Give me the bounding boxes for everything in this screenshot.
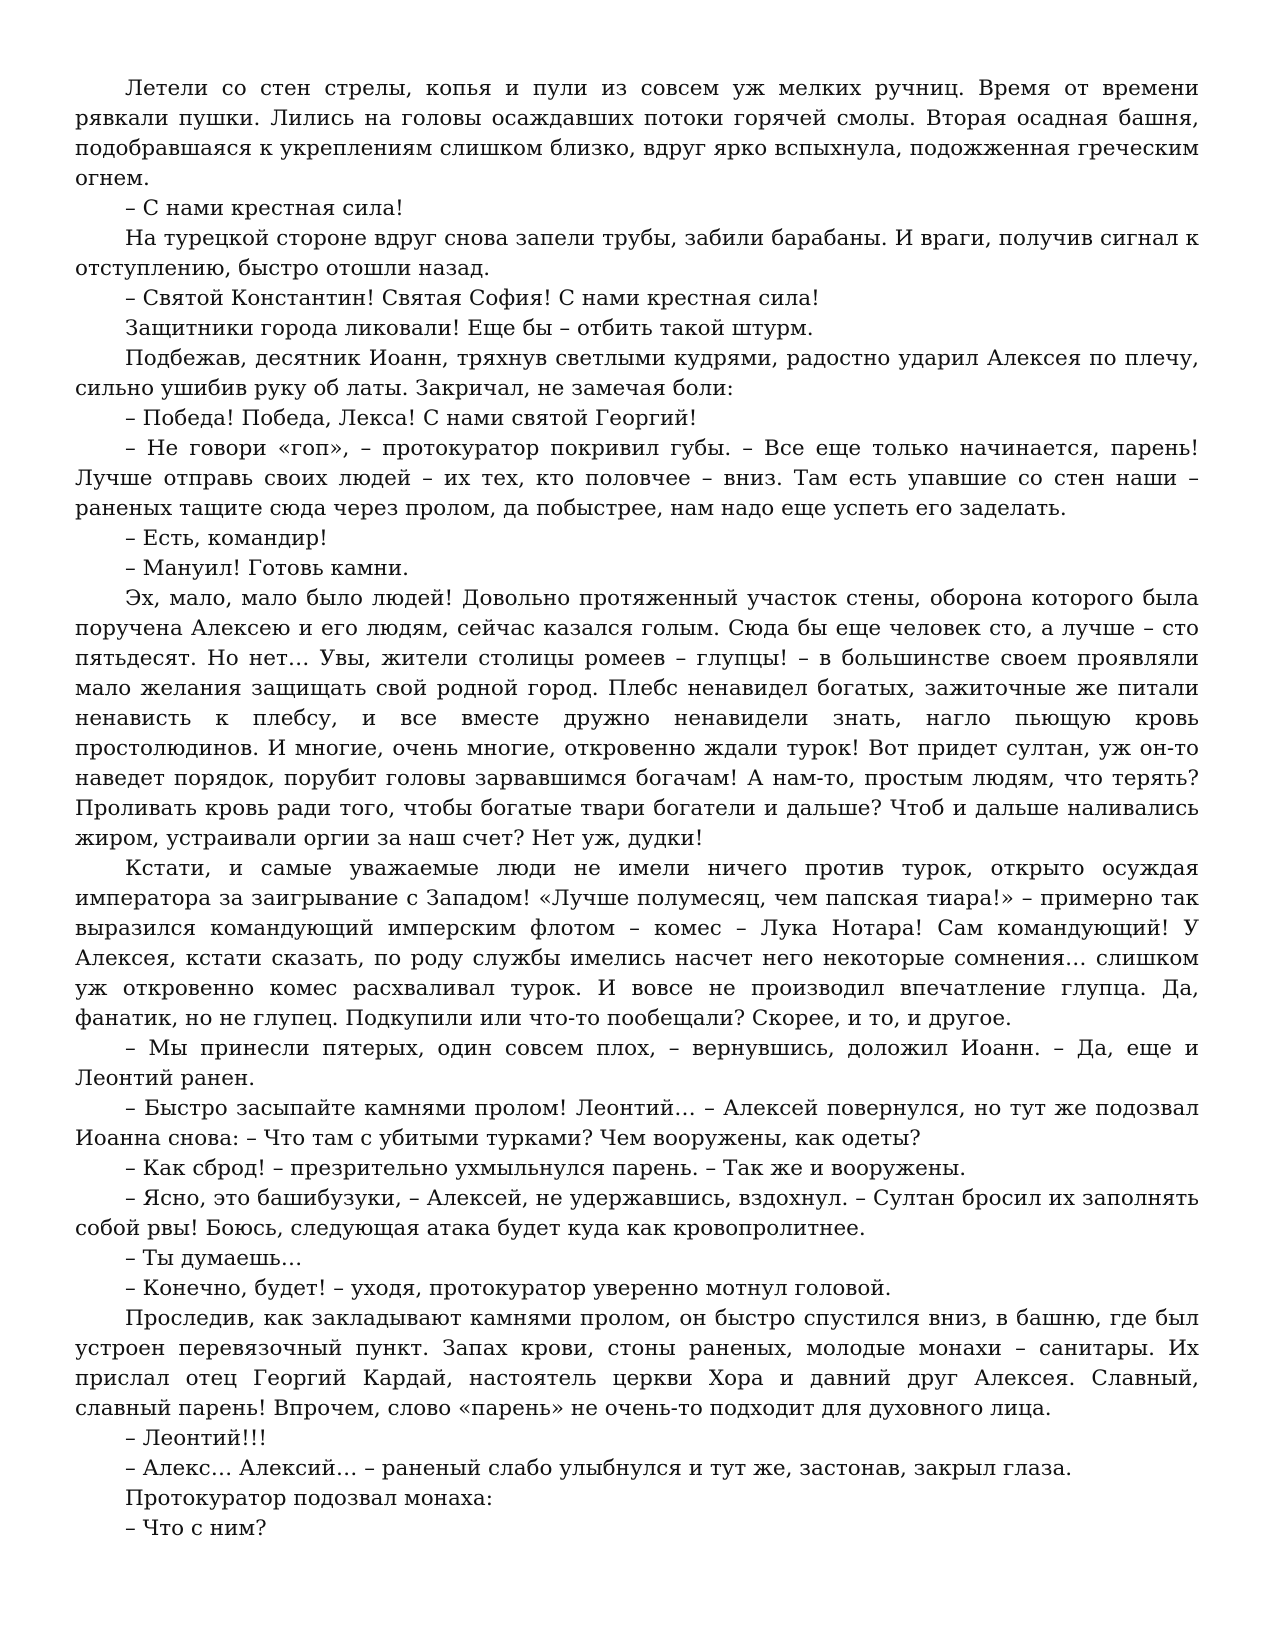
paragraph: – Мануил! Готовь камни. bbox=[125, 556, 409, 581]
paragraph: Проследив, как закладывают камнями пролом, он быстро спустился вниз, в башню, где был устроен перевязочный пункт. Запах крови, стоны раненых, молодые монахи – санитары. Их прислал отец Георгий Кардай, настоятель церкви Хора и давний друг Алексея. Славный, славный парень! Впрочем, слово «парень» не очень-то подходит для духовного лица. bbox=[75, 1306, 1199, 1421]
paragraph: Подбежав, десятник Иоанн, тряхнув светлыми кудрями, радостно ударил Алексея по плечу, сильно ушибив руку об латы. Закричал, не замечая боли: bbox=[75, 346, 1199, 401]
paragraph: – Алекс… Алексий… – раненый слабо улыбнулся и тут же, застонав, закрыл глаза. bbox=[125, 1456, 1073, 1481]
paragraph: Защитники города ликовали! Еще бы – отбить такой штурм. bbox=[125, 316, 814, 341]
paragraph: – Есть, командир! bbox=[125, 526, 328, 551]
paragraph: – Быстро засыпайте камнями пролом! Леонтий… – Алексей повернулся, но тут же подозвал Иоанна снова: – Что там с убитыми турками? Чем вооружены, как одеты? bbox=[75, 1096, 1199, 1151]
paragraph: – Мы принесли пятерых, один совсем плох, – вернувшись, доложил Иоанн. – Да, еще и Леонтий ранен. bbox=[75, 1036, 1199, 1091]
paragraph: – Не говори «гоп», – протокуратор покривил губы. – Все еще только начинается, парень! Лучше отправь своих людей – их тех, кто половчее – вниз. Там есть упавшие со стен наши – раненых тащите сюда через пролом, да побыстрее, нам надо еще успеть его заделать. bbox=[75, 436, 1199, 521]
paragraph: – Победа! Победа, Лекса! С нами святой Георгий! bbox=[125, 406, 698, 431]
paragraph: – Ясно, это башибузуки, – Алексей, не удержавшись, вздохнул. – Султан бросил их заполнять собой рвы! Боюсь, следующая атака будет куда как кровопролитнее. bbox=[75, 1186, 1199, 1241]
paragraph: Протокуратор подозвал монаха: bbox=[125, 1486, 493, 1511]
paragraph: Эх, мало, мало было людей! Довольно протяженный участок стены, оборона которого была поручена Алексею и его людям, сейчас казался голым. Сюда бы еще человек сто, а лучше – сто пятьдесят. Но нет… Увы, жители столицы ромеев – глупцы! – в большинстве своем проявляли мало желания защищать свой родной город. Плебс ненавидел богатых, зажиточные же питали ненависть к плебсу, и все вместе дружно ненавидели знать, нагло пьющую кровь простолюдинов. И многие, очень многие, откровенно ждали турок! Вот придет султан, уж он-то наведет порядок, порубит головы зарвавшимся богачам! А нам-то, простым людям, что терять? Проливать кровь ради того, чтобы богатые твари богатели и дальше? Чтоб и дальше наливались жиром, устраивали оргии за наш счет? Нет уж, дудки! bbox=[75, 586, 1199, 851]
paragraph: – Ты думаешь… bbox=[125, 1246, 303, 1271]
book-page bbox=[75, 74, 1199, 1544]
paragraph: – С нами крестная сила! bbox=[125, 196, 404, 221]
paragraph: На турецкой стороне вдруг снова запели трубы, забили барабаны. И враги, получив сигнал к отступлению, быстро отошли назад. bbox=[75, 226, 1199, 281]
paragraph: – Конечно, будет! – уходя, протокуратор уверенно мотнул головой. bbox=[125, 1276, 892, 1301]
paragraph: – Как сброд! – презрительно ухмыльнулся парень. – Так же и вооружены. bbox=[125, 1156, 967, 1181]
paragraph: – Что с ним? bbox=[125, 1516, 267, 1541]
paragraph: – Святой Константин! Святая София! С нами крестная сила! bbox=[125, 286, 820, 311]
paragraph: Летели со стен стрелы, копья и пули из совсем уж мелких ручниц. Время от времени рявкали пушки. Лились на головы осаждавших потоки горячей смолы. Вторая осадная башня, подобравшаяся к укреплениям слишком близко, вдруг ярко вспыхнула, подожженная греческим огнем. bbox=[75, 76, 1199, 191]
paragraph: – Леонтий!!! bbox=[125, 1426, 267, 1451]
paragraph: Кстати, и самые уважаемые люди не имели ничего против турок, открыто осуждая императора за заигрывание с Западом! «Лучше полумесяц, чем папская тиара!» – примерно так выразился командующий имперским флотом – комес – Лука Нотара! Сам командующий! У Алексея, кстати сказать, по роду службы имелись насчет него некоторые сомнения… слишком уж откровенно комес расхваливал турок. И вовсе не производил впечатление глупца. Да, фанатик, но не глупец. Подкупили или что-то пообещали? Скорее, и то, и другое. bbox=[75, 856, 1199, 1031]
